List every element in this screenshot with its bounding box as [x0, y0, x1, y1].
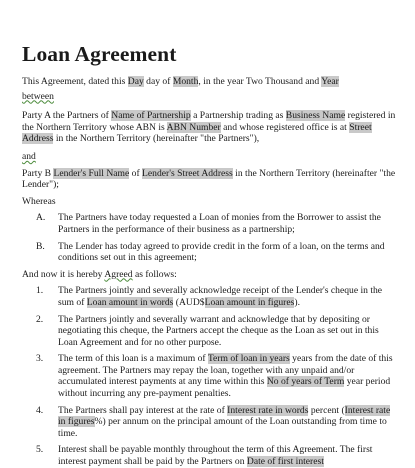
clause-text	[58, 353, 400, 399]
clause-label: 3.	[36, 353, 44, 365]
placeholder-lenders-full-name: Lender's Full Name	[53, 167, 130, 179]
clause-text	[58, 405, 400, 440]
agreed-paragraph	[22, 269, 400, 281]
recital-label: B.	[36, 240, 45, 252]
whereas-heading: Whereas	[22, 195, 56, 207]
clause-text-part: Interest shall be payable monthly throughout the term of this Agreement. The first interest payment shall be paid by the Partners on	[58, 444, 373, 468]
between-text: between	[22, 90, 54, 102]
clause-text-part: year period without incurring any pre-payment penalties.	[58, 376, 391, 400]
placeholder-date-first-interest: Date of first interest	[246, 456, 324, 468]
intro-text: , in the year Two Thousand and	[198, 76, 322, 87]
clause-text-part: (AUD$	[173, 296, 205, 308]
placeholder-interest-rate-figures: Interest rate in figures	[58, 404, 391, 428]
party-a-text: in the Northern Territory (hereinafter "the Partners"),	[53, 133, 260, 145]
placeholder-street-address: Street Address	[22, 121, 372, 145]
clause-label: 5.	[36, 444, 44, 456]
party-a-paragraph	[22, 110, 400, 145]
document-body	[22, 41, 400, 468]
agreed-text: as follows:	[132, 268, 177, 280]
clause-2	[22, 314, 400, 349]
and-word	[22, 151, 400, 163]
recital-label: A.	[36, 212, 46, 224]
placeholder-loan-amount-words: Loan amount in words	[86, 296, 174, 308]
clause-label: 1.	[36, 285, 44, 297]
clause-text	[58, 285, 400, 308]
recital-text: The Partners have today requested a Loan of monies from the Borrower to assist the Partners in the performance of their business as a partnership;	[58, 212, 381, 235]
clause-text-part: The Partners shall pay interest at the rate of	[58, 404, 228, 416]
placeholder-no-of-years: No of years of Term	[266, 376, 345, 388]
placeholder-business-name: Business Name	[285, 110, 346, 122]
agreed-word: Agreed	[104, 268, 133, 280]
party-b-paragraph	[22, 168, 400, 191]
clause-text-part: %) per annum on the principal amount of the Loan outstanding from time to time.	[58, 416, 387, 439]
party-a-text: registered in the Northern Territory whose ABN is	[22, 110, 396, 133]
document-title: Loan Agreement	[22, 42, 177, 66]
placeholder-year: Year	[321, 76, 339, 87]
placeholder-month: Month	[172, 76, 199, 87]
placeholder-loan-amount-figures: Loan amount in figures	[204, 296, 295, 308]
placeholder-interest-rate-words: Interest rate in words	[227, 404, 309, 416]
placeholder-lenders-street-address: Lender's Street Address	[142, 167, 233, 179]
clause-4	[22, 405, 400, 440]
clause-label: 4.	[36, 404, 44, 416]
clause-text-part: years from the date of this agreement. The Partners may repay the loan, together with any unpaid and/or accumulated interest payments at any time within this	[58, 353, 393, 388]
party-b-text: of	[129, 167, 143, 179]
placeholder-abn-number: ABN Number	[166, 121, 221, 133]
party-a-text: and whose registered office is at	[220, 121, 350, 133]
party-b-text: in the Northern Territory (hereinafter "the Lender");	[22, 167, 396, 191]
clause-text-part: The term of this loan is a maximum of	[58, 353, 208, 365]
recital-b	[22, 241, 400, 264]
intro-paragraph	[22, 76, 400, 88]
intro-text: day of	[143, 76, 173, 87]
between-word	[22, 91, 400, 103]
placeholder-day: Day	[127, 76, 144, 87]
placeholder-term-years: Term of loan in years	[207, 353, 290, 365]
agreed-text: And now it is hereby	[22, 268, 105, 280]
party-a-text: Party A the Partners of	[22, 110, 112, 122]
clause-5	[22, 444, 400, 467]
recital-text: The Lender has today agreed to provide credit in the form of a loan, on the terms and conditions set out in this agreement;	[58, 240, 385, 264]
clause-text-part: percent (	[308, 404, 345, 416]
clause-text-part: The Partners jointly and severally acknowledge receipt of the Lender's cheque in the sum of	[58, 285, 383, 308]
party-b-text: Party B	[22, 167, 54, 179]
clause-1	[22, 285, 400, 308]
intro-text: This Agreement, dated this	[22, 76, 128, 87]
recital-a	[22, 212, 400, 235]
clause-3	[22, 353, 400, 399]
party-a-text: a Partnership trading as	[190, 110, 286, 122]
clause-text: The Partners jointly and severally warrant and acknowledge that by depositing or negotiating this cheque, the Partners accept the cheque as the Loan as set out in this Loan Agreement and for no other purpose.	[58, 313, 379, 348]
and-text: and	[22, 150, 36, 162]
placeholder-name-of-partnership: Name of Partnership	[111, 110, 191, 122]
clause-label: 2.	[36, 313, 44, 325]
clause-text-part: ).	[294, 296, 300, 308]
clause-text	[58, 444, 400, 467]
